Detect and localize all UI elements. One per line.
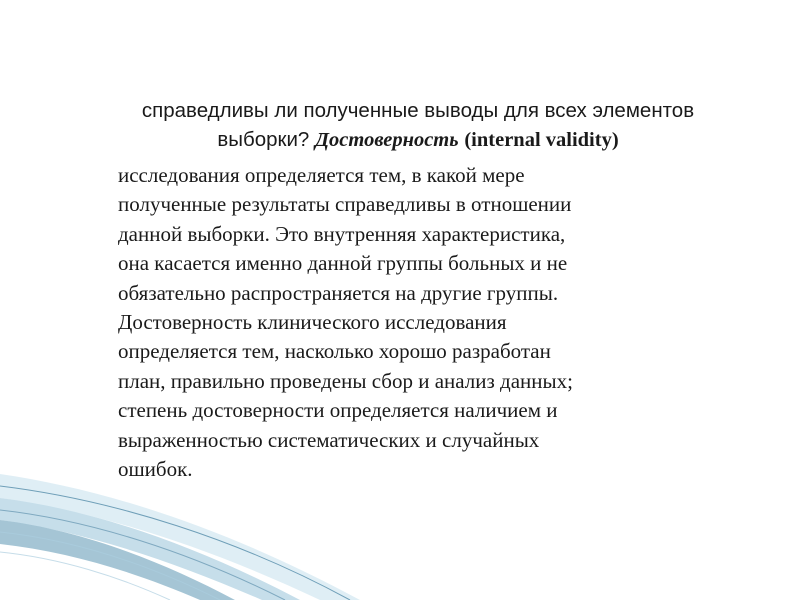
body-line: Достоверность клинического исследования [118,310,507,335]
body-line: она касается именно данной группы больных и не [118,251,568,276]
lead-question: справедливы ли полученные выводы для всех элементов выборки? [141,99,695,151]
body-line: полученные результаты справедливы в отношении [118,192,572,217]
body-paragraph [118,161,718,484]
term-heading: Достоверность [315,129,459,151]
body-line: исследования определяется тем, в какой мере [118,163,525,187]
body-line: выраженностью систематических и случайных [118,427,540,452]
body-line: ошибок. [118,457,193,482]
body-line: обязательно распространяется на другие группы. [118,280,559,305]
lead-paragraph [118,96,718,155]
body-line: определяется тем, насколько хорошо разработан [118,339,551,364]
body-line: степень достоверности определяется наличием и [118,398,558,423]
body-line: данной выборки. Это внутренняя характеристика, [118,221,566,246]
body-line: план, правильно проведены сбор и анализ данных; [118,368,573,393]
term-english: (internal validity) [464,129,619,151]
slide-text-block [118,96,718,484]
